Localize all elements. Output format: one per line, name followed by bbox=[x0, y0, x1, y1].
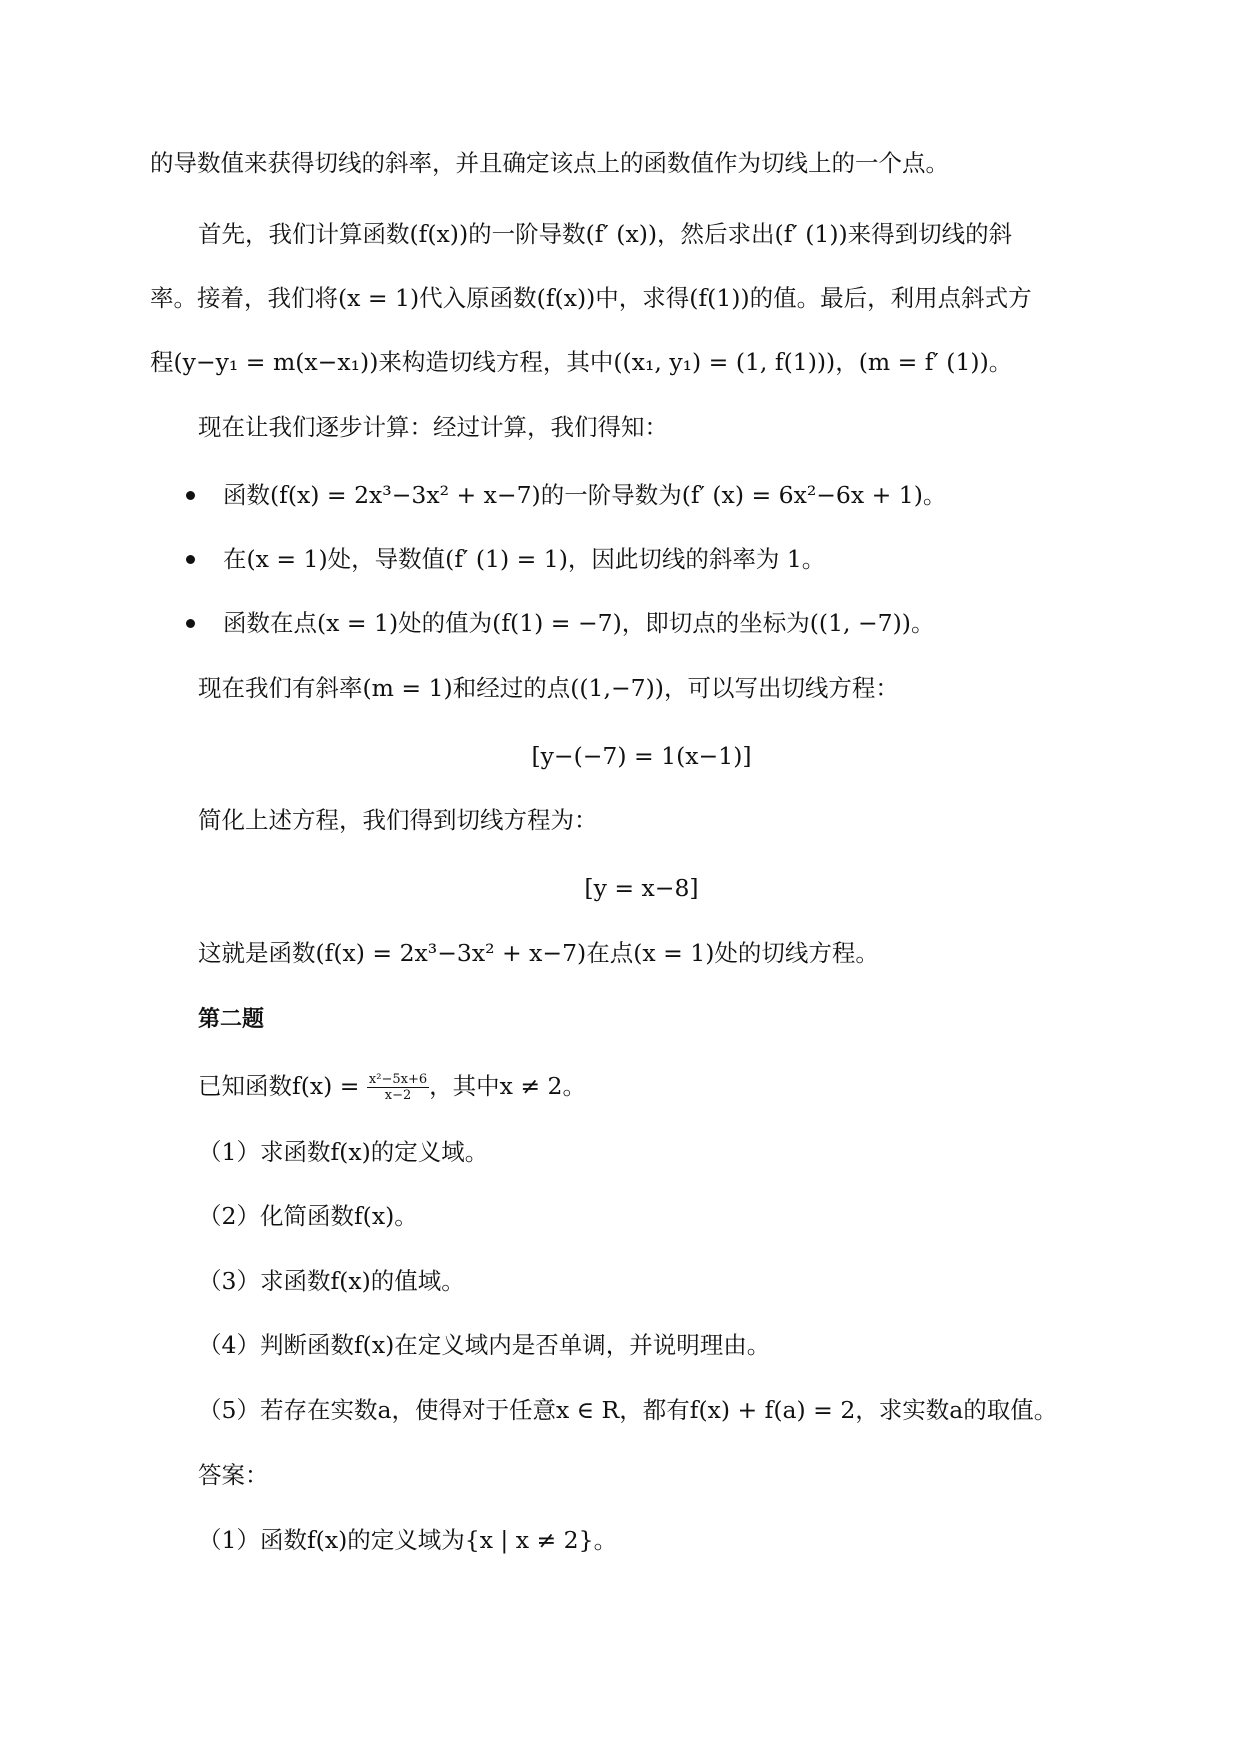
fraction-denominator: x−2 bbox=[384, 1088, 412, 1103]
paragraph-intro: 的导数值来获得切线的斜率，并且确定该点上的函数值作为切线上的一个点。 bbox=[150, 149, 949, 177]
answer-1: （1）函数f(x)的定义域为{x | x ≠ 2}。 bbox=[198, 1526, 618, 1554]
equation-tangent: [y = x−8] bbox=[584, 874, 699, 902]
problem-prefix: 已知函数f(x) = bbox=[198, 1072, 367, 1100]
question-4: （4）判断函数f(x)在定义域内是否单调，并说明理由。 bbox=[198, 1331, 771, 1359]
question-2: （2）化简函数f(x)。 bbox=[198, 1202, 418, 1230]
problem-suffix: ，其中x ≠ 2。 bbox=[429, 1072, 586, 1100]
question-3: （3）求函数f(x)的值域。 bbox=[198, 1267, 465, 1295]
fraction bbox=[367, 1072, 429, 1103]
question-1: （1）求函数f(x)的定义域。 bbox=[198, 1138, 489, 1166]
paragraph-simplify: 简化上述方程，我们得到切线方程为： bbox=[198, 806, 598, 834]
problem-statement bbox=[198, 1070, 1241, 1102]
paragraph-method-line2: 率。接着，我们将(x = 1)代入原函数(f(x))中，求得(f(1))的值。最后，利用点斜式方 bbox=[150, 284, 1032, 312]
bullet-item-3: 函数在点(x = 1)处的值为(f(1) = −7)，即切点的坐标为((1, −7))。 bbox=[223, 609, 935, 637]
bullet-dot bbox=[186, 491, 195, 500]
paragraph-stepwise: 现在让我们逐步计算：经过计算，我们得知： bbox=[198, 413, 668, 441]
bullet-item-1: 函数(f(x) = 2x³−3x² + x−7)的一阶导数为(f′ (x) = 6x²−6x + 1)。 bbox=[223, 481, 947, 509]
paragraph-conclusion: 这就是函数(f(x) = 2x³−3x² + x−7)在点(x = 1)处的切线方程。 bbox=[198, 939, 879, 967]
question-5: （5）若存在实数a，使得对于任意x ∈ R，都有f(x) + f(a) = 2，求实数a的取值。 bbox=[198, 1396, 1058, 1424]
section-title: 第二题 bbox=[198, 1007, 265, 1032]
paragraph-slope-point: 现在我们有斜率(m = 1)和经过的点((1,−7))，可以写出切线方程： bbox=[198, 674, 899, 702]
paragraph-method-line1: 首先，我们计算函数(f(x))的一阶导数(f′ (x))，然后求出(f′ (1))来得到切线的斜 bbox=[198, 220, 1013, 248]
bullet-dot bbox=[186, 619, 195, 628]
bullet-dot bbox=[186, 555, 195, 564]
answer-label: 答案： bbox=[198, 1461, 269, 1489]
fraction-numerator: x²−5x+6 bbox=[368, 1072, 428, 1087]
bullet-item-2: 在(x = 1)处，导数值(f′ (1) = 1)，因此切线的斜率为 1。 bbox=[223, 545, 826, 573]
paragraph-method-line3: 程(y−y₁ = m(x−x₁))来构造切线方程，其中((x₁, y₁) = (1, f(1)))，(m = f′ (1))。 bbox=[150, 348, 1013, 376]
equation-point-slope: [y−(−7) = 1(x−1)] bbox=[531, 742, 752, 770]
